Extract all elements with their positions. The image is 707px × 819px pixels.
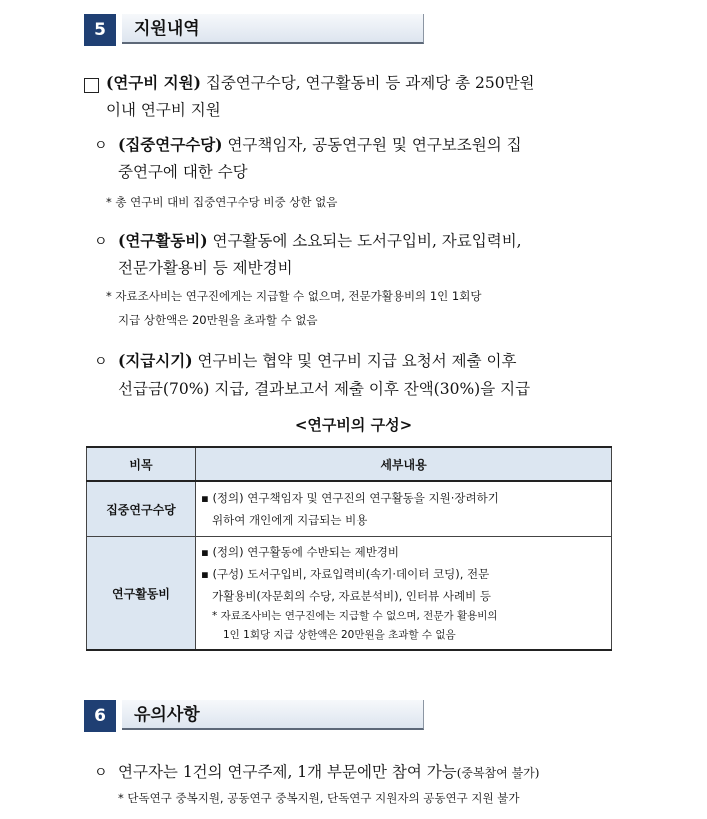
item1-text-2: 중연구에 대한 수당	[118, 163, 248, 181]
table-row	[87, 481, 612, 537]
item2-line-1	[118, 229, 522, 251]
item3-text-2: 선급금(70%) 지급, 결과보고서 제출 이후 잔액(30%)을 지급	[118, 380, 531, 398]
support-heading: (연구비 지원)	[106, 73, 201, 92]
section-title: 지원내역	[122, 14, 424, 44]
detail-line: ▪ (정의) 연구책임자 및 연구진의 연구활동을 지원·장려하기	[201, 491, 499, 505]
item2-heading: (연구활동비)	[118, 231, 208, 250]
item2-text-1: 연구활동에 소요되는 도서구입비, 자료입력비,	[207, 232, 522, 250]
table-header-detail: 세부내용	[196, 447, 612, 481]
notice-note: * 단독연구 중복지원, 공동연구 중복지원, 단독연구 지원자의 공동연구 지원 불가	[118, 791, 520, 805]
table-header-category: 비목	[87, 447, 196, 481]
notice-line	[118, 760, 539, 782]
support-text-2: 이내 연구비 지원	[106, 101, 221, 119]
table-header-row	[87, 447, 612, 481]
table-caption: <연구비의 구성>	[294, 416, 413, 434]
detail-note: * 자료조사비는 연구진에는 지급할 수 없으며, 전문가 활용비의	[212, 610, 498, 622]
section-6-header	[84, 700, 424, 732]
item3-line-1	[118, 349, 516, 371]
circle-bullet-icon: ㅇ	[94, 765, 108, 781]
section-number: 5	[84, 14, 116, 46]
item3-heading: (지급시기)	[118, 351, 193, 370]
detail-line: 가활용비(자문회의 수당, 자료분석비), 인터뷰 사례비 등	[212, 589, 491, 603]
table-cell-category: 집중연구수당	[87, 481, 196, 537]
item1-text-1: 연구책임자, 공동연구원 및 연구보조원의 집	[222, 136, 522, 154]
table-row	[87, 537, 612, 651]
table-cell-detail	[196, 481, 612, 537]
section-5-header	[84, 14, 424, 46]
item1-note: * 총 연구비 대비 집중연구수당 비중 상한 없음	[106, 195, 338, 209]
table-cell-category: 연구활동비	[87, 537, 196, 651]
item2-note-1: * 자료조사비는 연구진에게는 지급할 수 없으며, 전문가활용비의 1인 1회당	[106, 289, 482, 303]
item1-line-1	[118, 133, 522, 155]
circle-bullet-icon: ㅇ	[94, 138, 108, 154]
item2-note-2: 지급 상한액은 20만원을 초과할 수 없음	[118, 313, 318, 327]
budget-table	[86, 446, 612, 651]
support-line-1	[106, 71, 535, 93]
notice-small: (중복참여 불가)	[456, 766, 540, 780]
circle-bullet-icon: ㅇ	[94, 354, 108, 370]
section-number: 6	[84, 700, 116, 732]
item1-heading: (집중연구수당)	[118, 135, 223, 154]
detail-line: 위하여 개인에게 지급되는 비용	[212, 513, 368, 527]
notice-text: 연구자는 1건의 연구주제, 1개 부문에만 참여 가능	[118, 763, 457, 781]
circle-bullet-icon: ㅇ	[94, 234, 108, 250]
item2-text-2: 전문가활용비 등 제반경비	[118, 259, 293, 277]
item3-text-1: 연구비는 협약 및 연구비 지급 요청서 제출 이후	[192, 352, 517, 370]
detail-note: 1인 1회당 지급 상한액은 20만원을 초과할 수 없음	[223, 629, 456, 641]
detail-line: ▪ (정의) 연구활동에 수반되는 제반경비	[201, 545, 400, 559]
section-title: 유의사항	[122, 700, 424, 730]
support-text-1: 집중연구수당, 연구활동비 등 과제당 총 250만원	[200, 74, 535, 92]
detail-line: ▪ (구성) 도서구입비, 자료입력비(속기·데이터 코딩), 전문	[201, 567, 490, 581]
checkbox-square-icon	[84, 78, 99, 93]
table-cell-detail	[196, 537, 612, 651]
